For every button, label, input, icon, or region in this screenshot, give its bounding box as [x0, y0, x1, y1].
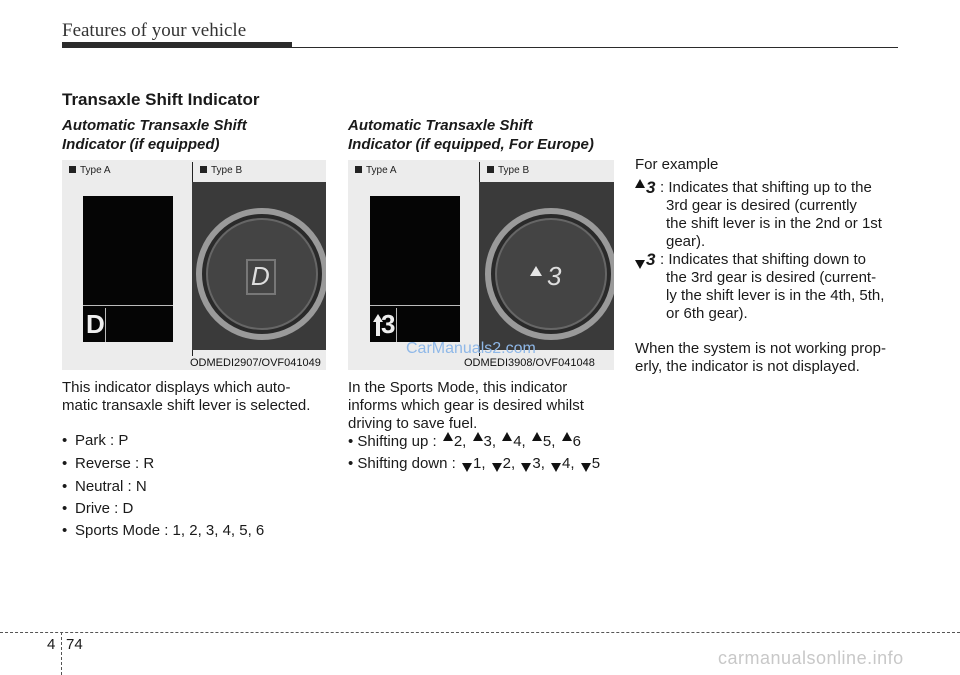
- up-triangle-icon: [562, 432, 572, 441]
- shift-down-gear: 3: [532, 455, 541, 472]
- gear-number-display: 3: [381, 309, 396, 339]
- up-triangle-icon: [502, 432, 512, 441]
- header-rule-thick: [62, 42, 292, 48]
- shift-up-gear: 4: [513, 433, 522, 450]
- type-a-display: [370, 196, 460, 342]
- col1-description: [62, 379, 326, 415]
- up-triangle-icon: [443, 432, 453, 441]
- page-number: 74: [66, 636, 83, 653]
- col2-desc-line2: informs which gear is desired whilst: [348, 397, 584, 414]
- shift-up-gear: 2: [453, 433, 463, 450]
- list-item: • Sports Mode : 1, 2, 3, 4, 5, 6: [62, 522, 265, 539]
- col2-subtitle: [348, 116, 618, 154]
- shift-down-label: • Shifting down :: [348, 455, 456, 472]
- system-note-line2: erly, the indicator is not displayed.: [635, 358, 860, 375]
- list-item: • Park : P: [62, 432, 129, 449]
- shift-down-gear: 1: [472, 455, 482, 472]
- type-b-gauge: [479, 182, 614, 350]
- type-a-display: [83, 196, 173, 342]
- footer-rule: [0, 632, 960, 633]
- example-up-line: the shift lever is in the 2nd or 1st: [666, 215, 882, 232]
- square-bullet-icon: [69, 166, 76, 173]
- col2-description: [348, 379, 614, 433]
- col2-type-b-label: Type B: [487, 165, 529, 176]
- watermark-text: CarManuals2.com: [406, 340, 536, 357]
- col1-desc-line1: This indicator displays which auto-: [62, 379, 291, 396]
- gauge-gear-number: 3: [547, 261, 562, 291]
- page-header-title: Features of your vehicle: [62, 20, 247, 41]
- type-b-gauge: [192, 182, 326, 350]
- example-down-line: ly the shift lever is in the 4th, 5th,: [666, 287, 885, 304]
- square-bullet-icon: [200, 166, 207, 173]
- down-triangle-icon: [551, 463, 561, 472]
- example-down-line: the 3rd gear is desired (current-: [666, 269, 877, 286]
- example-down-line: or 6th gear).: [666, 305, 748, 322]
- figure-col2: [348, 160, 614, 370]
- shift-up-gear: 6: [572, 433, 581, 450]
- gear-letter-display: D: [86, 309, 105, 339]
- display-divider-line: [83, 305, 173, 306]
- col1-subtitle-line2: Indicator (if equipped): [62, 136, 220, 153]
- shift-down-gear: 5: [591, 455, 601, 472]
- display-divider-vertical: [396, 308, 397, 342]
- square-bullet-icon: [355, 166, 362, 173]
- display-divider-line: [370, 305, 460, 306]
- col1-type-a-label: Type A: [69, 165, 111, 176]
- example-down-line: : Indicates that shifting down to: [660, 251, 866, 268]
- example-up-line: : Indicates that shifting up to the: [660, 179, 872, 196]
- figure-code-col2: ODMEDI3908/OVF041048: [464, 357, 595, 369]
- example-down-text: [660, 251, 898, 323]
- list-item: • Drive : D: [62, 500, 134, 517]
- example-up-line: 3rd gear is desired (currently: [666, 197, 857, 214]
- col1-type-b-label: Type B: [200, 165, 242, 176]
- shift-up-gear: 5: [542, 433, 552, 450]
- list-item: • Neutral : N: [62, 478, 147, 495]
- example-heading: For example: [635, 156, 719, 173]
- shift-down-gear: 2: [502, 455, 512, 472]
- up-triangle-icon: [635, 179, 645, 188]
- down-indicator-glyph: 3: [635, 250, 655, 270]
- down-triangle-icon: [492, 463, 502, 472]
- down-triangle-icon: [581, 463, 591, 472]
- system-note-line1: When the system is not working prop-: [635, 340, 886, 357]
- list-item: • Reverse : R: [62, 455, 155, 472]
- col2-type-a-label: Type A: [355, 165, 397, 176]
- shift-down-gear: 4: [562, 455, 571, 472]
- down-triangle-icon: [635, 260, 645, 269]
- col2-subtitle-line1: Automatic Transaxle Shift: [348, 117, 533, 134]
- system-note: [635, 340, 898, 376]
- section-title: Transaxle Shift Indicator: [62, 90, 260, 109]
- up-triangle-icon: [532, 432, 542, 441]
- square-bullet-icon: [487, 166, 494, 173]
- shift-up-line: • Shifting up : 2, 3, 4, 5, 6: [348, 433, 581, 450]
- gauge-gear-letter: D: [251, 261, 270, 291]
- example-up-text: [660, 179, 898, 251]
- col1-desc-line2: matic transaxle shift lever is selected.: [62, 397, 311, 414]
- shift-down-line: • Shifting down : 1, 2, 3, 4, 5: [348, 455, 601, 472]
- shift-up-gear: 3: [483, 433, 492, 450]
- page-section-number: 4: [47, 636, 56, 653]
- col2-desc-line1: In the Sports Mode, this indicator: [348, 379, 568, 396]
- col2-desc-line3: driving to save fuel.: [348, 415, 478, 432]
- down-triangle-icon: [521, 463, 531, 472]
- header-rule-thin: [292, 47, 898, 48]
- site-watermark: carmanualsonline.info: [718, 648, 904, 668]
- col1-subtitle-line1: Automatic Transaxle Shift: [62, 117, 247, 134]
- display-divider-vertical: [105, 308, 106, 342]
- shift-up-label: • Shifting up :: [348, 433, 437, 450]
- figure-code-col1: ODMEDI2907/OVF041049: [190, 357, 321, 369]
- down-triangle-icon: [462, 463, 472, 472]
- footer-vertical-rule: [61, 632, 62, 675]
- col1-subtitle: [62, 116, 322, 154]
- figure-col1: [62, 160, 326, 370]
- up-triangle-icon: [473, 432, 483, 441]
- up-indicator-glyph: 3: [635, 178, 655, 198]
- col2-subtitle-line2: Indicator (if equipped, For Europe): [348, 136, 594, 153]
- example-up-line: gear).: [666, 233, 706, 250]
